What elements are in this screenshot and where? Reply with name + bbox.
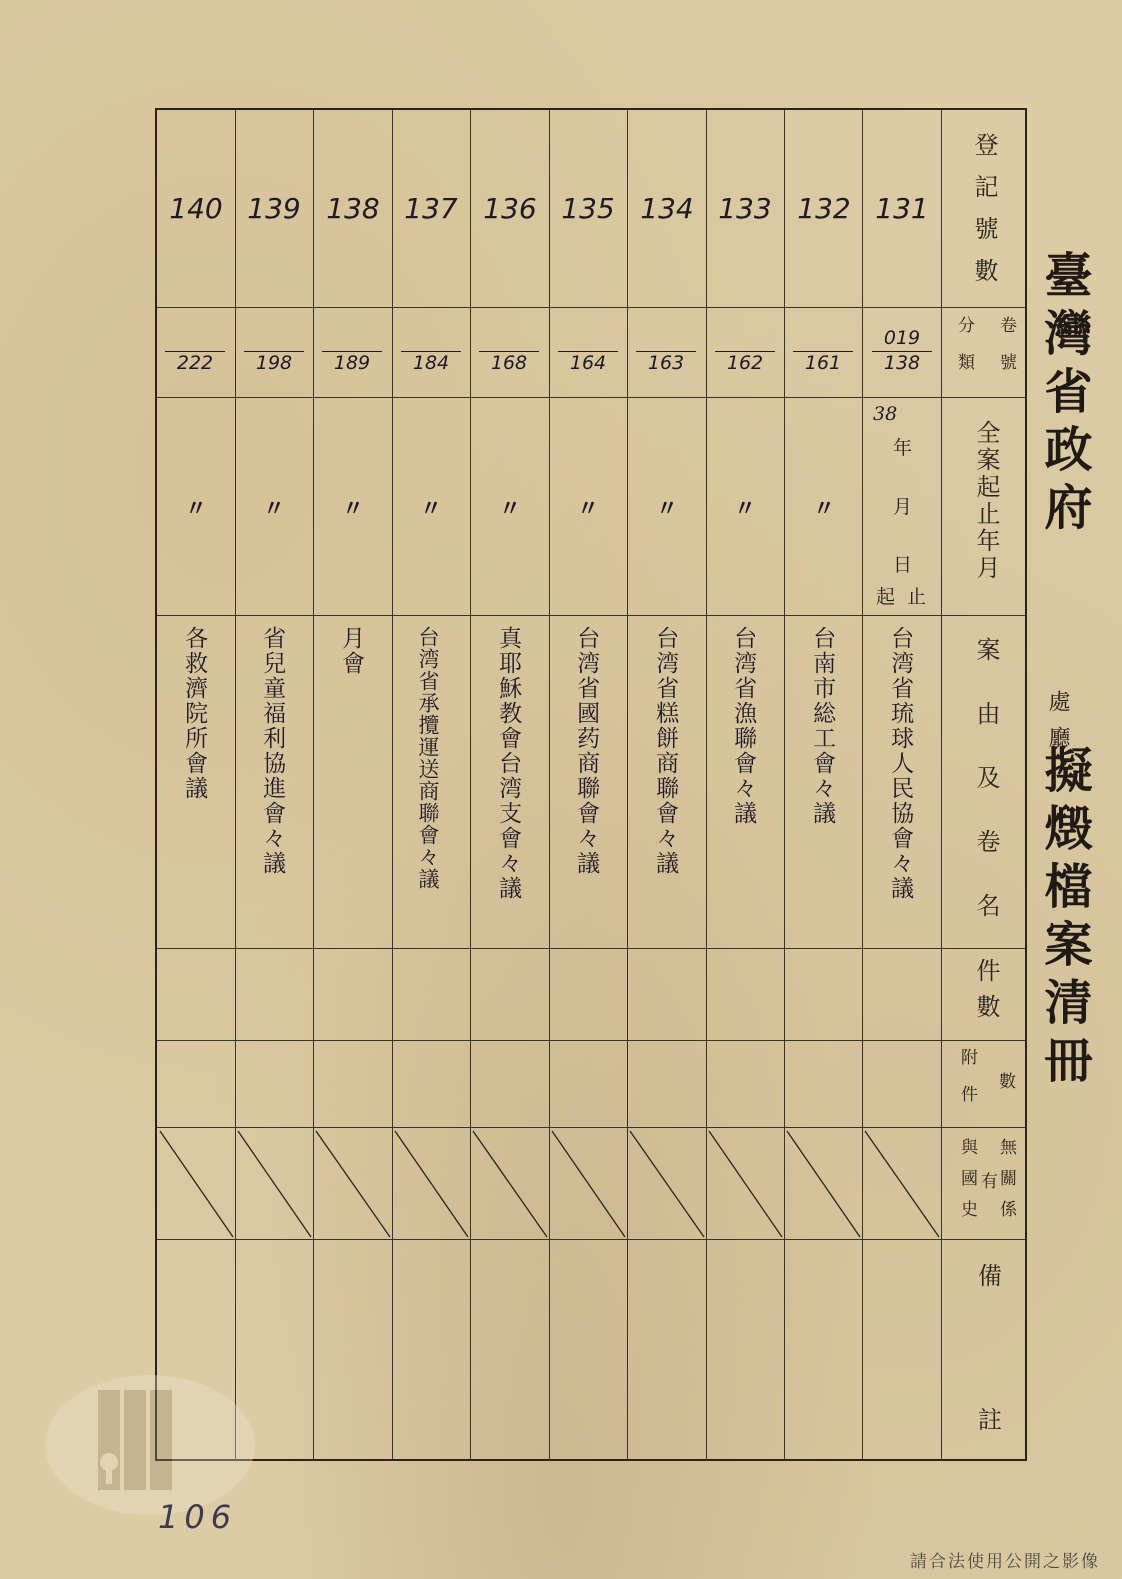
case-name: 台湾省承攬運送商聯會々議: [416, 626, 441, 890]
case-name: 月會: [338, 626, 365, 676]
header-remarks-top: 備: [978, 1262, 1002, 1290]
column-line: [313, 110, 314, 1460]
column-line: [392, 110, 393, 1460]
case-name: 台湾省國药商聯會々議: [573, 626, 600, 876]
case-name: 台湾省漁聯會々議: [730, 626, 757, 826]
reg-no-137: 137: [404, 192, 458, 225]
case-name: 台湾省糕餅商聯會々議: [652, 626, 679, 876]
row-line: [157, 397, 1025, 398]
reg-no-139: 139: [247, 192, 301, 225]
reg-no-132: 132: [797, 192, 851, 225]
usage-notice: 請合法使用公開之影像: [910, 1552, 1100, 1572]
ditto-mark: 〃: [184, 496, 207, 522]
date-year-value: 38: [873, 403, 898, 425]
ditto-mark: 〃: [498, 496, 521, 522]
reg-no-138: 138: [326, 192, 380, 225]
date-end-label: 止: [907, 586, 927, 608]
header-relation-c: 與國史: [957, 1138, 977, 1231]
row-line: [157, 1239, 1025, 1240]
ditto-mark: 〃: [262, 496, 285, 522]
header-remarks-bottom: 註: [978, 1406, 1002, 1434]
ditto-mark: 〃: [576, 496, 599, 522]
volume-code: 168: [477, 351, 541, 374]
column-line: [470, 110, 471, 1460]
row-line: [157, 307, 1025, 308]
header-relation-b: 有: [977, 1172, 997, 1189]
header-volume-bottom: 分類: [954, 316, 974, 390]
volume-code: 189: [320, 351, 384, 374]
reg-no-136: 136: [483, 192, 537, 225]
case-name: 真耶穌教會台湾支會々議: [495, 626, 522, 901]
header-relation-a: 無關係: [996, 1138, 1016, 1231]
volume-code: 198: [242, 351, 306, 374]
document-subtitle: 擬燬檔案清冊: [1036, 745, 1092, 1093]
column-line: [706, 110, 707, 1460]
volume-code: 161: [791, 351, 855, 374]
ditto-mark: 〃: [341, 496, 364, 522]
case-name: 各救濟院所會議: [181, 626, 208, 801]
volume-code: 138: [870, 351, 934, 374]
volume-code: 184: [399, 351, 463, 374]
column-line: [627, 110, 628, 1460]
page-number: 106: [158, 1498, 238, 1536]
reg-no-140: 140: [169, 192, 223, 225]
date-start-label: 起: [876, 586, 896, 608]
header-attach-top: 數: [995, 1072, 1015, 1089]
column-line: [941, 110, 942, 1460]
ditto-mark: 〃: [419, 496, 442, 522]
header-reg-no: 登記號數: [970, 132, 998, 300]
ditto-mark: 〃: [812, 496, 835, 522]
header-volume-top: 卷號: [996, 316, 1016, 390]
volume-code: 162: [713, 351, 777, 374]
case-name: 台南市総工會々議: [809, 626, 836, 826]
header-attach-bottom: 附件: [957, 1048, 977, 1122]
document-title: 臺灣省政府: [1036, 250, 1092, 540]
case-name: 省兒童福利協進會々議: [259, 626, 286, 876]
column-line: [862, 110, 863, 1460]
reg-no-134: 134: [640, 192, 694, 225]
reg-no-131: 131: [875, 192, 929, 225]
reg-no-135: 135: [561, 192, 615, 225]
column-line: [235, 110, 236, 1460]
column-line: [549, 110, 550, 1460]
row-line: [157, 948, 1025, 949]
ditto-mark: 〃: [733, 496, 756, 522]
row-line: [157, 1040, 1025, 1041]
date-month-label: 月: [893, 496, 913, 518]
header-case-name: 案由及卷名: [972, 637, 1000, 957]
header-period: 全案起止年月: [972, 420, 1000, 582]
volume-code: 163: [634, 351, 698, 374]
department-label: 處廳: [1045, 690, 1070, 762]
volume-code-top: 019: [883, 327, 921, 349]
date-year-label: 年: [893, 437, 913, 459]
date-day-label: 日: [893, 554, 913, 576]
row-line: [157, 615, 1025, 616]
column-line: [784, 110, 785, 1460]
row-line: [157, 1127, 1025, 1128]
volume-code: 222: [163, 351, 227, 374]
ditto-mark: 〃: [655, 496, 678, 522]
reg-no-133: 133: [718, 192, 772, 225]
volume-code: 164: [556, 351, 620, 374]
header-count: 件數: [972, 958, 1000, 1030]
case-name: 台湾省琉球人民協會々議: [887, 626, 914, 901]
